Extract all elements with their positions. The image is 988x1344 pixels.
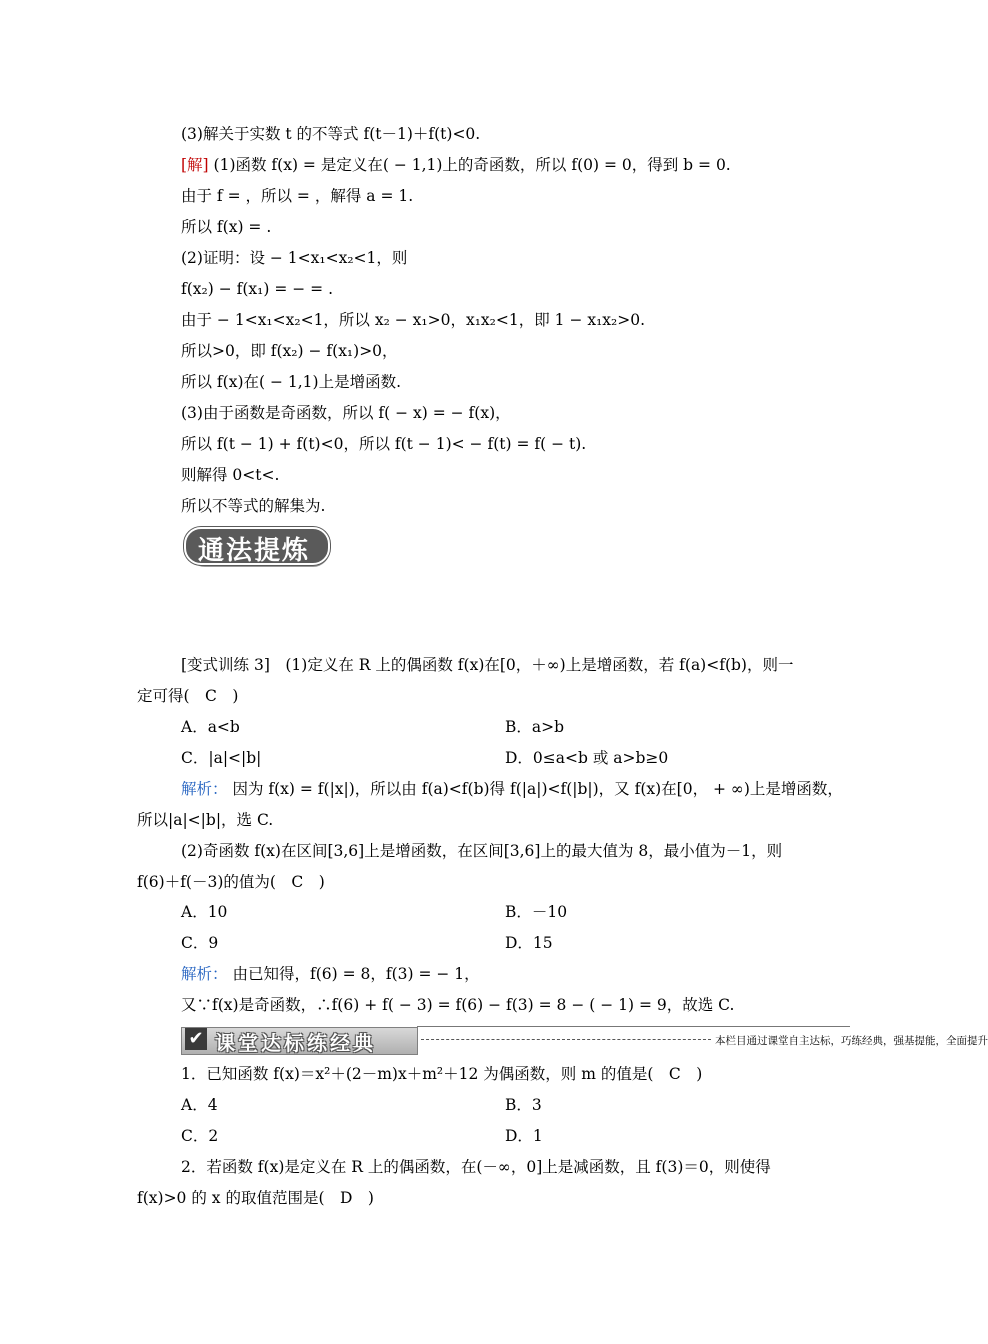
section-dashed-rule bbox=[421, 1039, 711, 1040]
section-slogan: 本栏目通过课堂自主达标，巧练经典，强基提能，全面提升 bbox=[715, 1035, 988, 1047]
solution-line-12: 所以不等式的解集为. bbox=[181, 497, 326, 515]
variant-q2-analysis-line-2: 又∵f(x)是奇函数，∴f(6) + f( − 3) = f(6) − f(3) = 8 − ( − 1) = 9，故选 C. bbox=[181, 996, 735, 1014]
solution-line-6: 由于 − 1<x₁<x₂<1，所以 x₂ − x₁>0，x₁x₂<1，即 1 − x₁x₂>0. bbox=[181, 311, 646, 329]
variant-q1-line-1: [变式训练 3] (1)定义在 R 上的偶函数 f(x)在[0，＋∞)上是增函数，若 f(a)<f(b)，则一 bbox=[181, 656, 794, 674]
solution-line-8: 所以 f(x)在( − 1,1)上是增函数. bbox=[181, 373, 402, 391]
section-title: 课堂达标练经典 bbox=[215, 1031, 376, 1055]
solution-line-10: 所以 f(t − 1) + f(t)<0，所以 f(t − 1)< − f(t) = f( − t). bbox=[181, 435, 587, 453]
variant-q2-option-c: C．9 bbox=[181, 934, 219, 952]
exercise-1-option-a: A．4 bbox=[181, 1096, 218, 1114]
question-3: (3)解关于实数 t 的不等式 f(t－1)＋f(t)<0. bbox=[181, 125, 481, 143]
variant-q1-analysis-line-2: 所以|a|<|b|，选 C. bbox=[137, 811, 274, 829]
variant-q2-option-b: B．－10 bbox=[505, 903, 568, 921]
class-practice-section-bar bbox=[181, 1025, 988, 1055]
exercise-1-option-b: B．3 bbox=[505, 1096, 542, 1114]
solution-line-2: 由于 f = ，所以 = ，解得 a = 1. bbox=[181, 187, 414, 205]
section-top-rule bbox=[417, 1026, 850, 1027]
analysis-text: 由已知得，f(6) = 8，f(3) = − 1， bbox=[232, 965, 480, 983]
banner-label: 通法提炼 bbox=[198, 536, 311, 566]
variant-q1-option-c: C．|a|<|b| bbox=[181, 749, 262, 767]
analysis-tag: 解析： bbox=[181, 965, 228, 983]
variant-q1-option-d: D．0≤a<b 或 a>b≥0 bbox=[505, 749, 669, 767]
solution-line-9: (3)由于函数是奇函数，所以 f( − x) = − f(x)， bbox=[181, 404, 511, 422]
solution-line-11: 则解得 0<t<. bbox=[181, 466, 280, 484]
solution-line-5: f(x₂) − f(x₁) = − = . bbox=[181, 280, 334, 298]
variant-q2-option-d: D．15 bbox=[505, 934, 553, 952]
variant-q2-line-1: (2)奇函数 f(x)在区间[3,6]上是增函数，在区间[3,6]上的最大值为 8，最小值为－1，则 bbox=[181, 842, 783, 860]
solution-line-4: (2)证明：设 − 1<x₁<x₂<1，则 bbox=[181, 249, 408, 267]
analysis-text: 因为 f(x) = f(|x|)，所以由 f(a)<f(b)得 f(|a|)<f(|b|)，又 f(x)在[0， + ∞)上是增函数， bbox=[232, 780, 843, 798]
variant-q2-option-a: A．10 bbox=[181, 903, 228, 921]
exercise-1-option-c: C．2 bbox=[181, 1127, 219, 1145]
checkmark-icon: ✔ bbox=[185, 1028, 207, 1050]
method-summary-banner bbox=[184, 527, 334, 569]
solution-tag: [解] bbox=[181, 156, 209, 174]
analysis-tag: 解析： bbox=[181, 780, 228, 798]
variant-q2-analysis-line-1 bbox=[181, 964, 480, 984]
variant-q1-option-b: B．a>b bbox=[505, 718, 565, 736]
exercise-1-option-d: D．1 bbox=[505, 1127, 543, 1145]
solution-text-1: (1)函数 f(x) = 是定义在( − 1,1)上的奇函数，所以 f(0) = 0，得到 b = 0. bbox=[213, 156, 731, 174]
solution-line-1 bbox=[181, 155, 731, 175]
exercise-2-line-2: f(x)>0 的 x 的取值范围是( D ) bbox=[137, 1189, 374, 1207]
exercise-1: 1．已知函数 f(x)＝x²＋(2－m)x＋m²＋12 为偶函数，则 m 的值是( C ) bbox=[181, 1065, 703, 1083]
variant-q1-analysis-line-1 bbox=[181, 779, 843, 799]
solution-line-7: 所以>0，即 f(x₂) − f(x₁)>0， bbox=[181, 342, 398, 360]
solution-line-3: 所以 f(x) = . bbox=[181, 218, 272, 236]
variant-q2-line-2: f(6)＋f(－3)的值为( C ) bbox=[137, 873, 325, 891]
exercise-2-line-1: 2．若函数 f(x)是定义在 R 上的偶函数，在(－∞，0]上是减函数，且 f(3)＝0，则使得 bbox=[181, 1158, 771, 1176]
variant-q1-option-a: A．a<b bbox=[181, 718, 240, 736]
variant-q1-line-2: 定可得( C ) bbox=[137, 687, 239, 705]
